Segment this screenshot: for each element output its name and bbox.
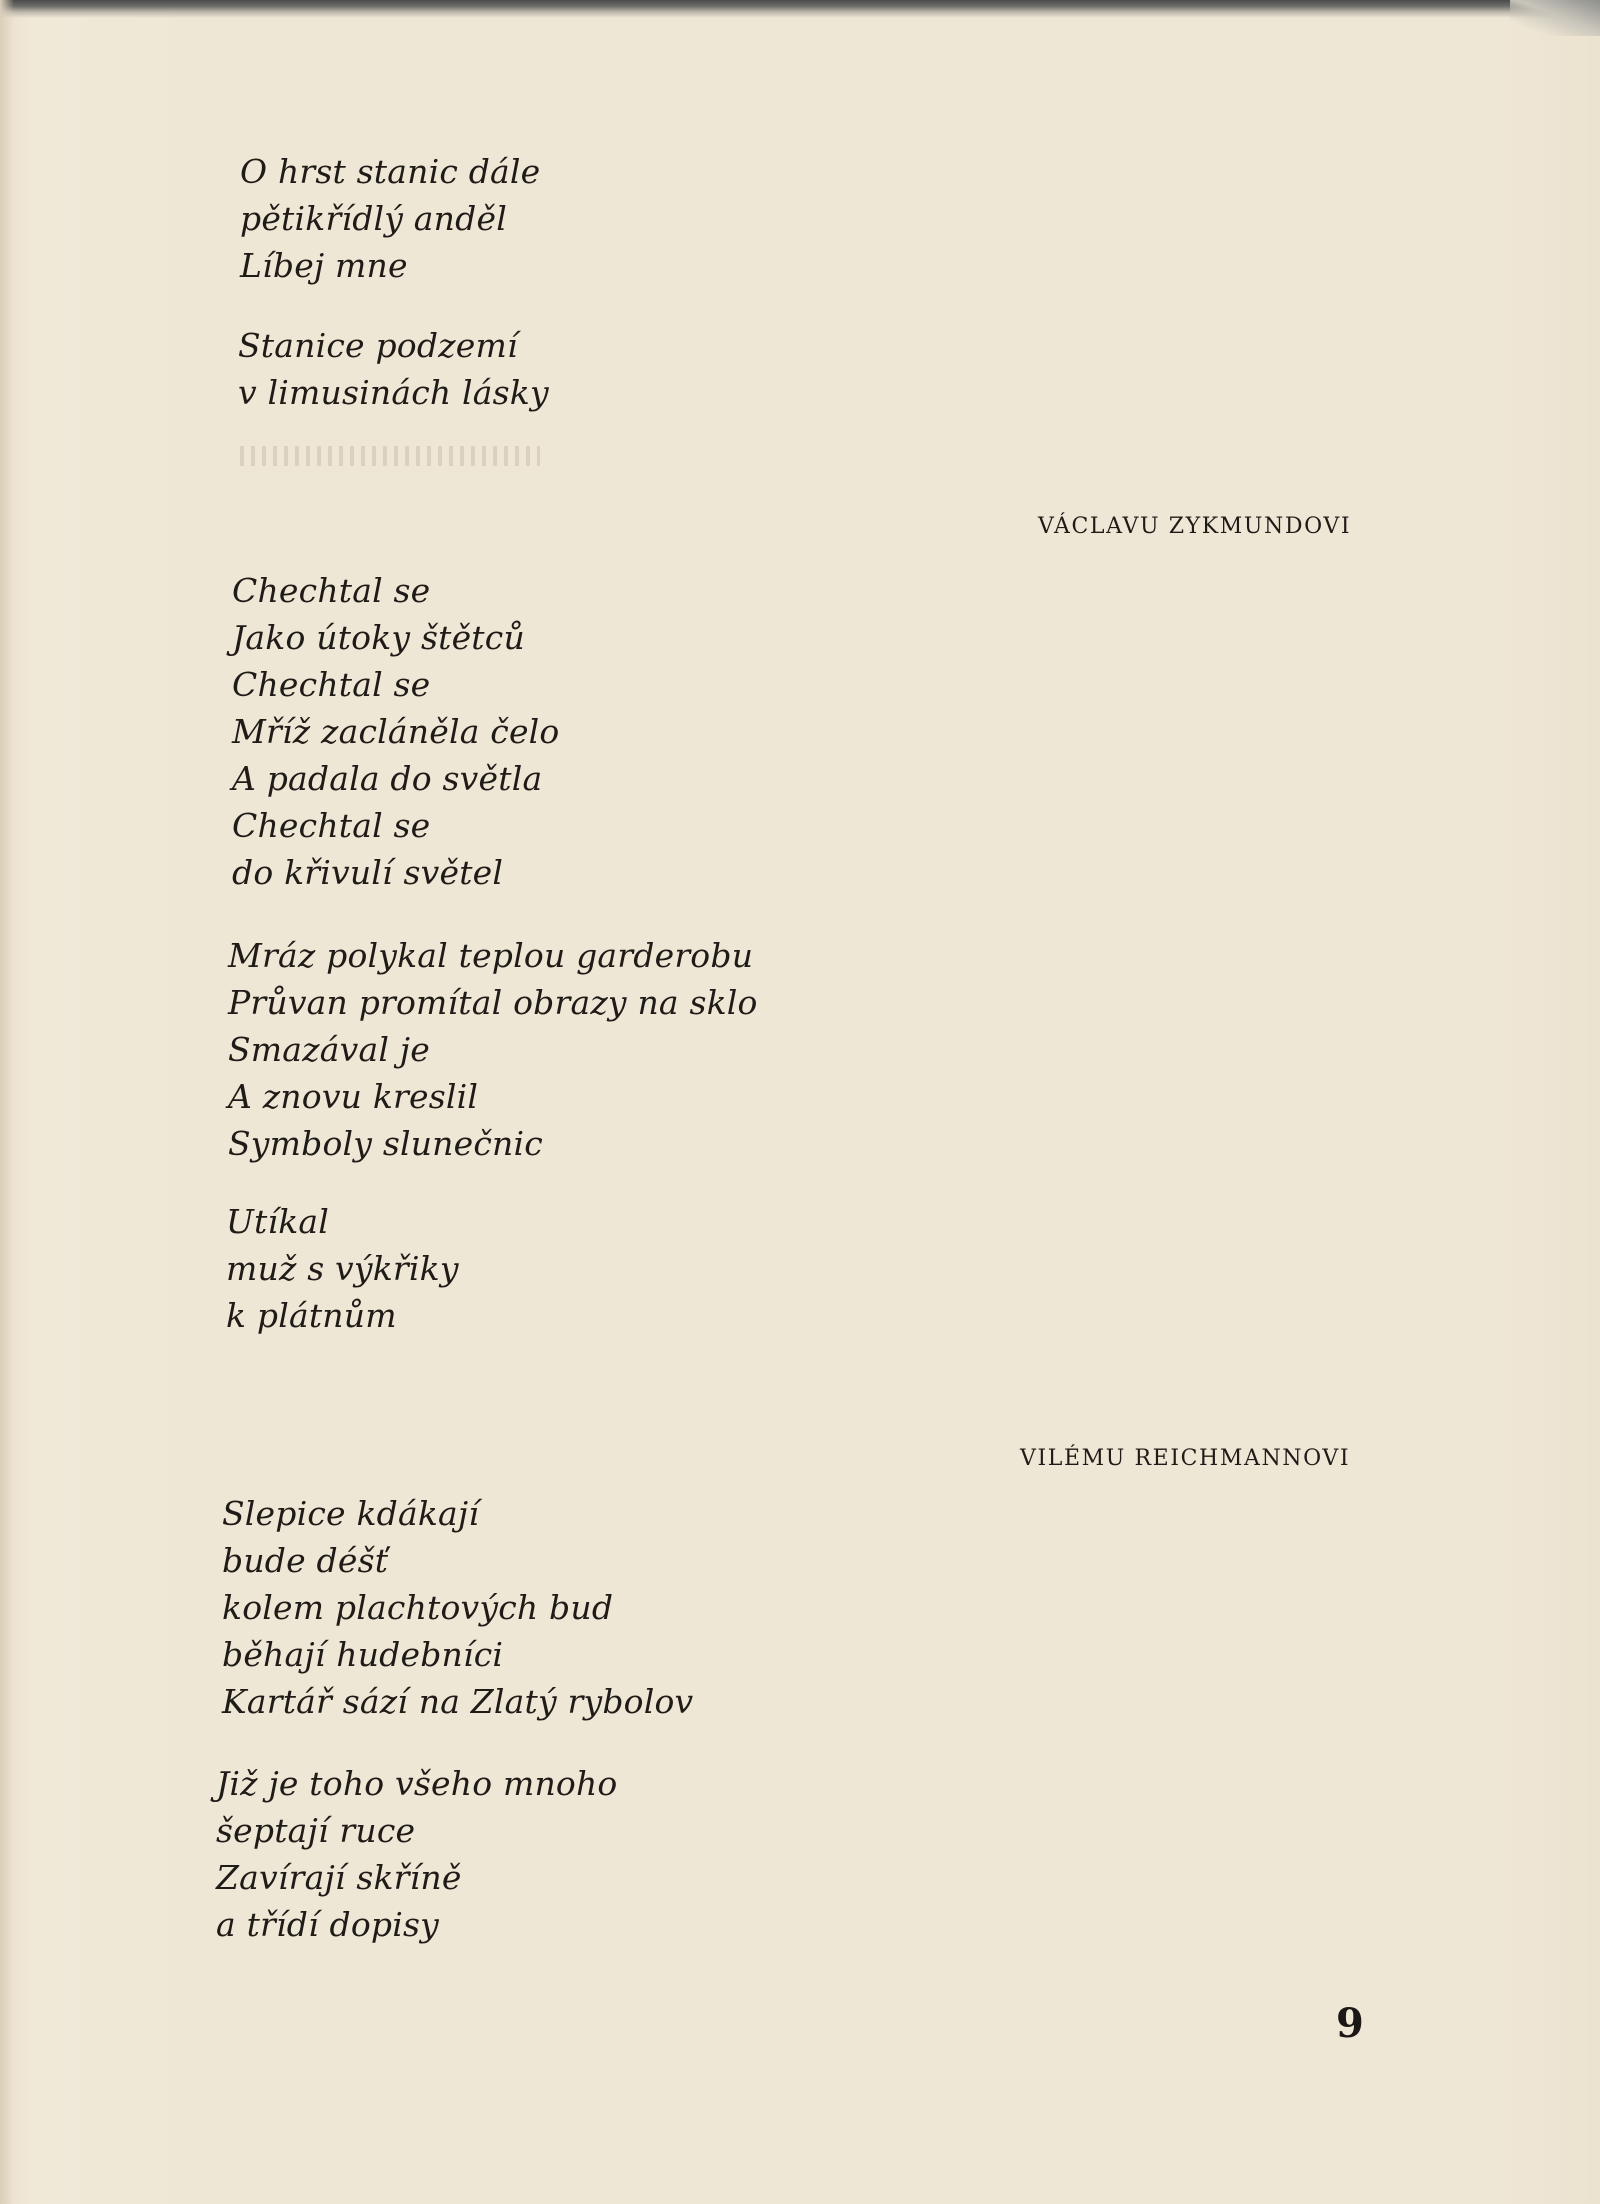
poem-line: kolem plachtových bud xyxy=(222,1588,614,1627)
poem-line: pětikřídlý anděl xyxy=(240,199,507,238)
poem-line: v limusinách lásky xyxy=(238,373,549,412)
dedication-zykmund: VÁCLAVU ZYKMUNDOVI xyxy=(1038,514,1352,539)
poem-line: Mříž zacláněla čelo xyxy=(232,712,560,751)
poem-line: Průvan promítal obrazy na sklo xyxy=(228,983,758,1022)
page-top-edge xyxy=(0,0,1600,18)
show-through-text xyxy=(240,446,540,466)
poem-line: Chechtal se xyxy=(232,571,431,610)
poem1-stanza1 xyxy=(240,148,540,289)
poem-line: Jako útoky štětců xyxy=(232,618,525,657)
poem-line: bude déšť xyxy=(222,1541,389,1580)
poem-line: Mráz polykal teplou garderobu xyxy=(228,936,754,975)
poem-line: do křivulí světel xyxy=(232,853,504,892)
poem2-stanza3 xyxy=(226,1198,459,1339)
poem-line: O hrst stanic dále xyxy=(240,152,541,191)
poem-line: Líbej mne xyxy=(240,246,408,285)
poem-line: šeptají ruce xyxy=(216,1811,416,1850)
poem-line: Chechtal se xyxy=(232,806,431,845)
poem-line: A znovu kreslil xyxy=(228,1077,479,1116)
page-corner-shadow xyxy=(1510,0,1600,36)
page-gutter-shadow xyxy=(0,0,14,2204)
poem-line: Smazával je xyxy=(228,1030,430,1069)
poem1-stanza2 xyxy=(238,322,549,416)
poem-line: Slepice kdákají xyxy=(222,1494,480,1533)
poem-line: Symboly slunečnic xyxy=(228,1124,543,1163)
poem3-stanza1 xyxy=(222,1490,693,1725)
poem-line: a třídí dopisy xyxy=(216,1905,439,1944)
poem-line: Zavírají skříně xyxy=(216,1858,462,1897)
poem-line: k plátnům xyxy=(226,1296,397,1335)
poem-line: Stanice podzemí xyxy=(238,326,518,365)
poem-line: běhají hudebníci xyxy=(222,1635,504,1674)
dedication-reichmann: VILÉMU REICHMANNOVI xyxy=(1020,1446,1351,1471)
poem-line: Chechtal se xyxy=(232,665,431,704)
poem-line: A padala do světla xyxy=(232,759,543,798)
page-number: 9 xyxy=(1336,2000,1364,2047)
poem-line: Kartář sází na Zlatý rybolov xyxy=(222,1682,694,1721)
poem-line: Utíkal xyxy=(226,1202,330,1241)
poem2-stanza2 xyxy=(228,932,758,1167)
poem-line: Již je toho všeho mnoho xyxy=(216,1764,618,1803)
poem3-stanza2 xyxy=(216,1760,618,1948)
poem2-stanza1 xyxy=(232,567,560,896)
poem-line: muž s výkřiky xyxy=(226,1249,459,1288)
